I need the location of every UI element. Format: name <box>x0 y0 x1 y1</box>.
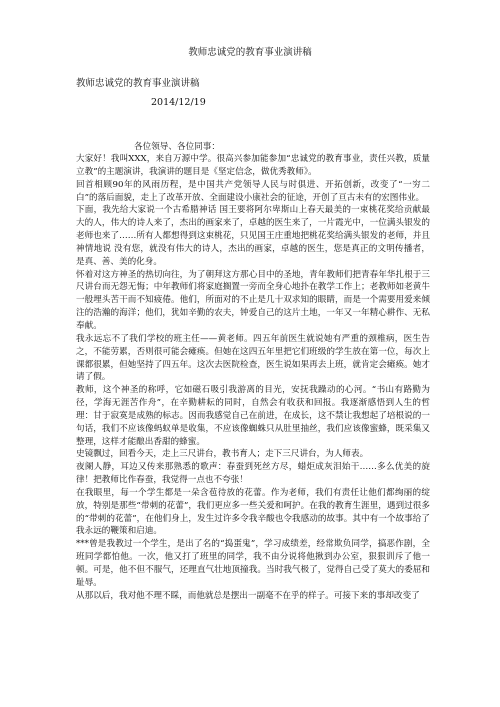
paragraph: 怀着对这方神圣的热切向往，为了朝拜这方那心目中的圣地，青年教师们把青春年华扎根于三尺讲台而无怨无悔；中年教师们将家庭搁置一旁而全身心地扑在教学工作上；老教师如老黄牛一般埋头苦干而不知疲倦。他们，所面对的不止是几十双求知的眼睛，而是一个需要用爱来倾注的浩瀚的海洋；他们，犹如辛勤的农夫，钟爱自己的这片土地，一年又一年精心耕作、无私奉献。 <box>76 269 430 331</box>
paragraph: 夜阑人静，耳边又传来那熟悉的歌声：春蚕到死丝方尽，蜡炬成灰泪始干……多么优美的旋律！把教师比作春蚕，我觉得一点也不夸张！ <box>76 462 430 486</box>
paragraph: 我永远忘不了我们学校的班主任——黄老师。四五年前医生就说她有严重的颈椎病，医生告之，不能劳累，否则很可能会瘫痪。但她在这四五年里把它们班级的学生放在第一位，每次上课都很累，但她坚持了四五年。这次去医院检查，医生说如果再去上班，就肯定会瘫痪。她才请了假。 <box>76 333 430 383</box>
document-date: 2014/12/19 <box>151 97 206 108</box>
speech-body <box>76 153 430 603</box>
document-subtitle: 教师忠诚党的教育事业演讲稿 <box>76 78 200 89</box>
paragraph: 大家好！我叫XXX，来自万源中学。很高兴参加能参加“忠诚党的教育事业，责任兴教，质量立教”的主题演讲，我演讲的题目是《坚定信念，做优秀教师》。 <box>76 154 430 177</box>
paragraph: 史镜飘过，回看今天，走上三尺讲台，教书育人；走下三尺讲台，为人师表。 <box>76 449 369 460</box>
document-title: 教师忠诚党的教育事业演讲稿 <box>188 47 312 58</box>
paragraph: 在我眼里，每一个学生都是一朵含苞待放的花蕾。作为老师，我们有责任让他们都绚丽的绽放，特别是那些“带刺的花蕾”，我们更应多一些关爱和呵护。在我的教育生涯里，遇到过很多的“带刺的花蕾”，在他们身上，发生过许多令我辛酸也令我感动的故事。其中有一个故事给了我永远的鞭策和启迪。 <box>76 487 430 537</box>
paragraph: 教师，这个神圣的称呼，它如磁石吸引我游离的目光，安抚我躁动的心河。“书山有路勤为径，学海无涯苦作舟”，在辛勤耕耘的同时，自然会有收获和回报。我逐渐感悟到人生的哲理：甘于寂寞是成熟的标志。因而我感觉自己在前进，在成长，这不禁让我想起了培根说的一句话，我们不应该像蚂蚁单是收集，不应该像蜘蛛只从肚里抽丝，我们应该像蜜蜂，既采集又整理，这样才能酿出香甜的蜂蜜。 <box>76 385 430 447</box>
paragraph: 回首相顾90年的风雨历程，是中国共产党领导人民与时俱进、开拓创新，改变了“一穷二白”的落后面貌，走上了改革开放、全面建设小康社会的征途，开创了亘古未有的宏图伟业。 <box>76 179 430 203</box>
speech-greeting: 各位领导、各位同事： <box>134 142 220 152</box>
paragraph: 下面，我先给大家说一个古希腊神话 国王要将阿尔卑斯山上春天最美的一束桃花奖给贡献最大的人，伟大的诗人来了，杰出的画家来了，卓越的医生来了，一片霞光中，一位满头银发的老师也来了……所有人都想得到这束桃花，只见国王庄重地把桃花奖给满头银发的老师，并且神情地说 没有您，就没有伟大的诗人，杰出的画家，卓越的医生，您是真正的文明传播者，是真、善、美的化身。 <box>76 205 430 267</box>
paragraph: ***曾是我教过一个学生，是出了名的“捣蛋鬼”，学习成绩差，经常欺负同学，搞恶作剧，全班同学都怕他。一次，他又打了班里的同学，我不由分说将他揪到办公室，狠狠训斥了他一顿。可是，他不但不服气，还理直气壮地顶撞我。当时我气极了，觉得自己受了莫大的委屈和耻辱。 <box>76 539 430 588</box>
paragraph: 从那以后，我对他不理不睬，而他就总是摆出一副毫不在乎的样子。可接下来的事却改变了 <box>76 590 420 601</box>
